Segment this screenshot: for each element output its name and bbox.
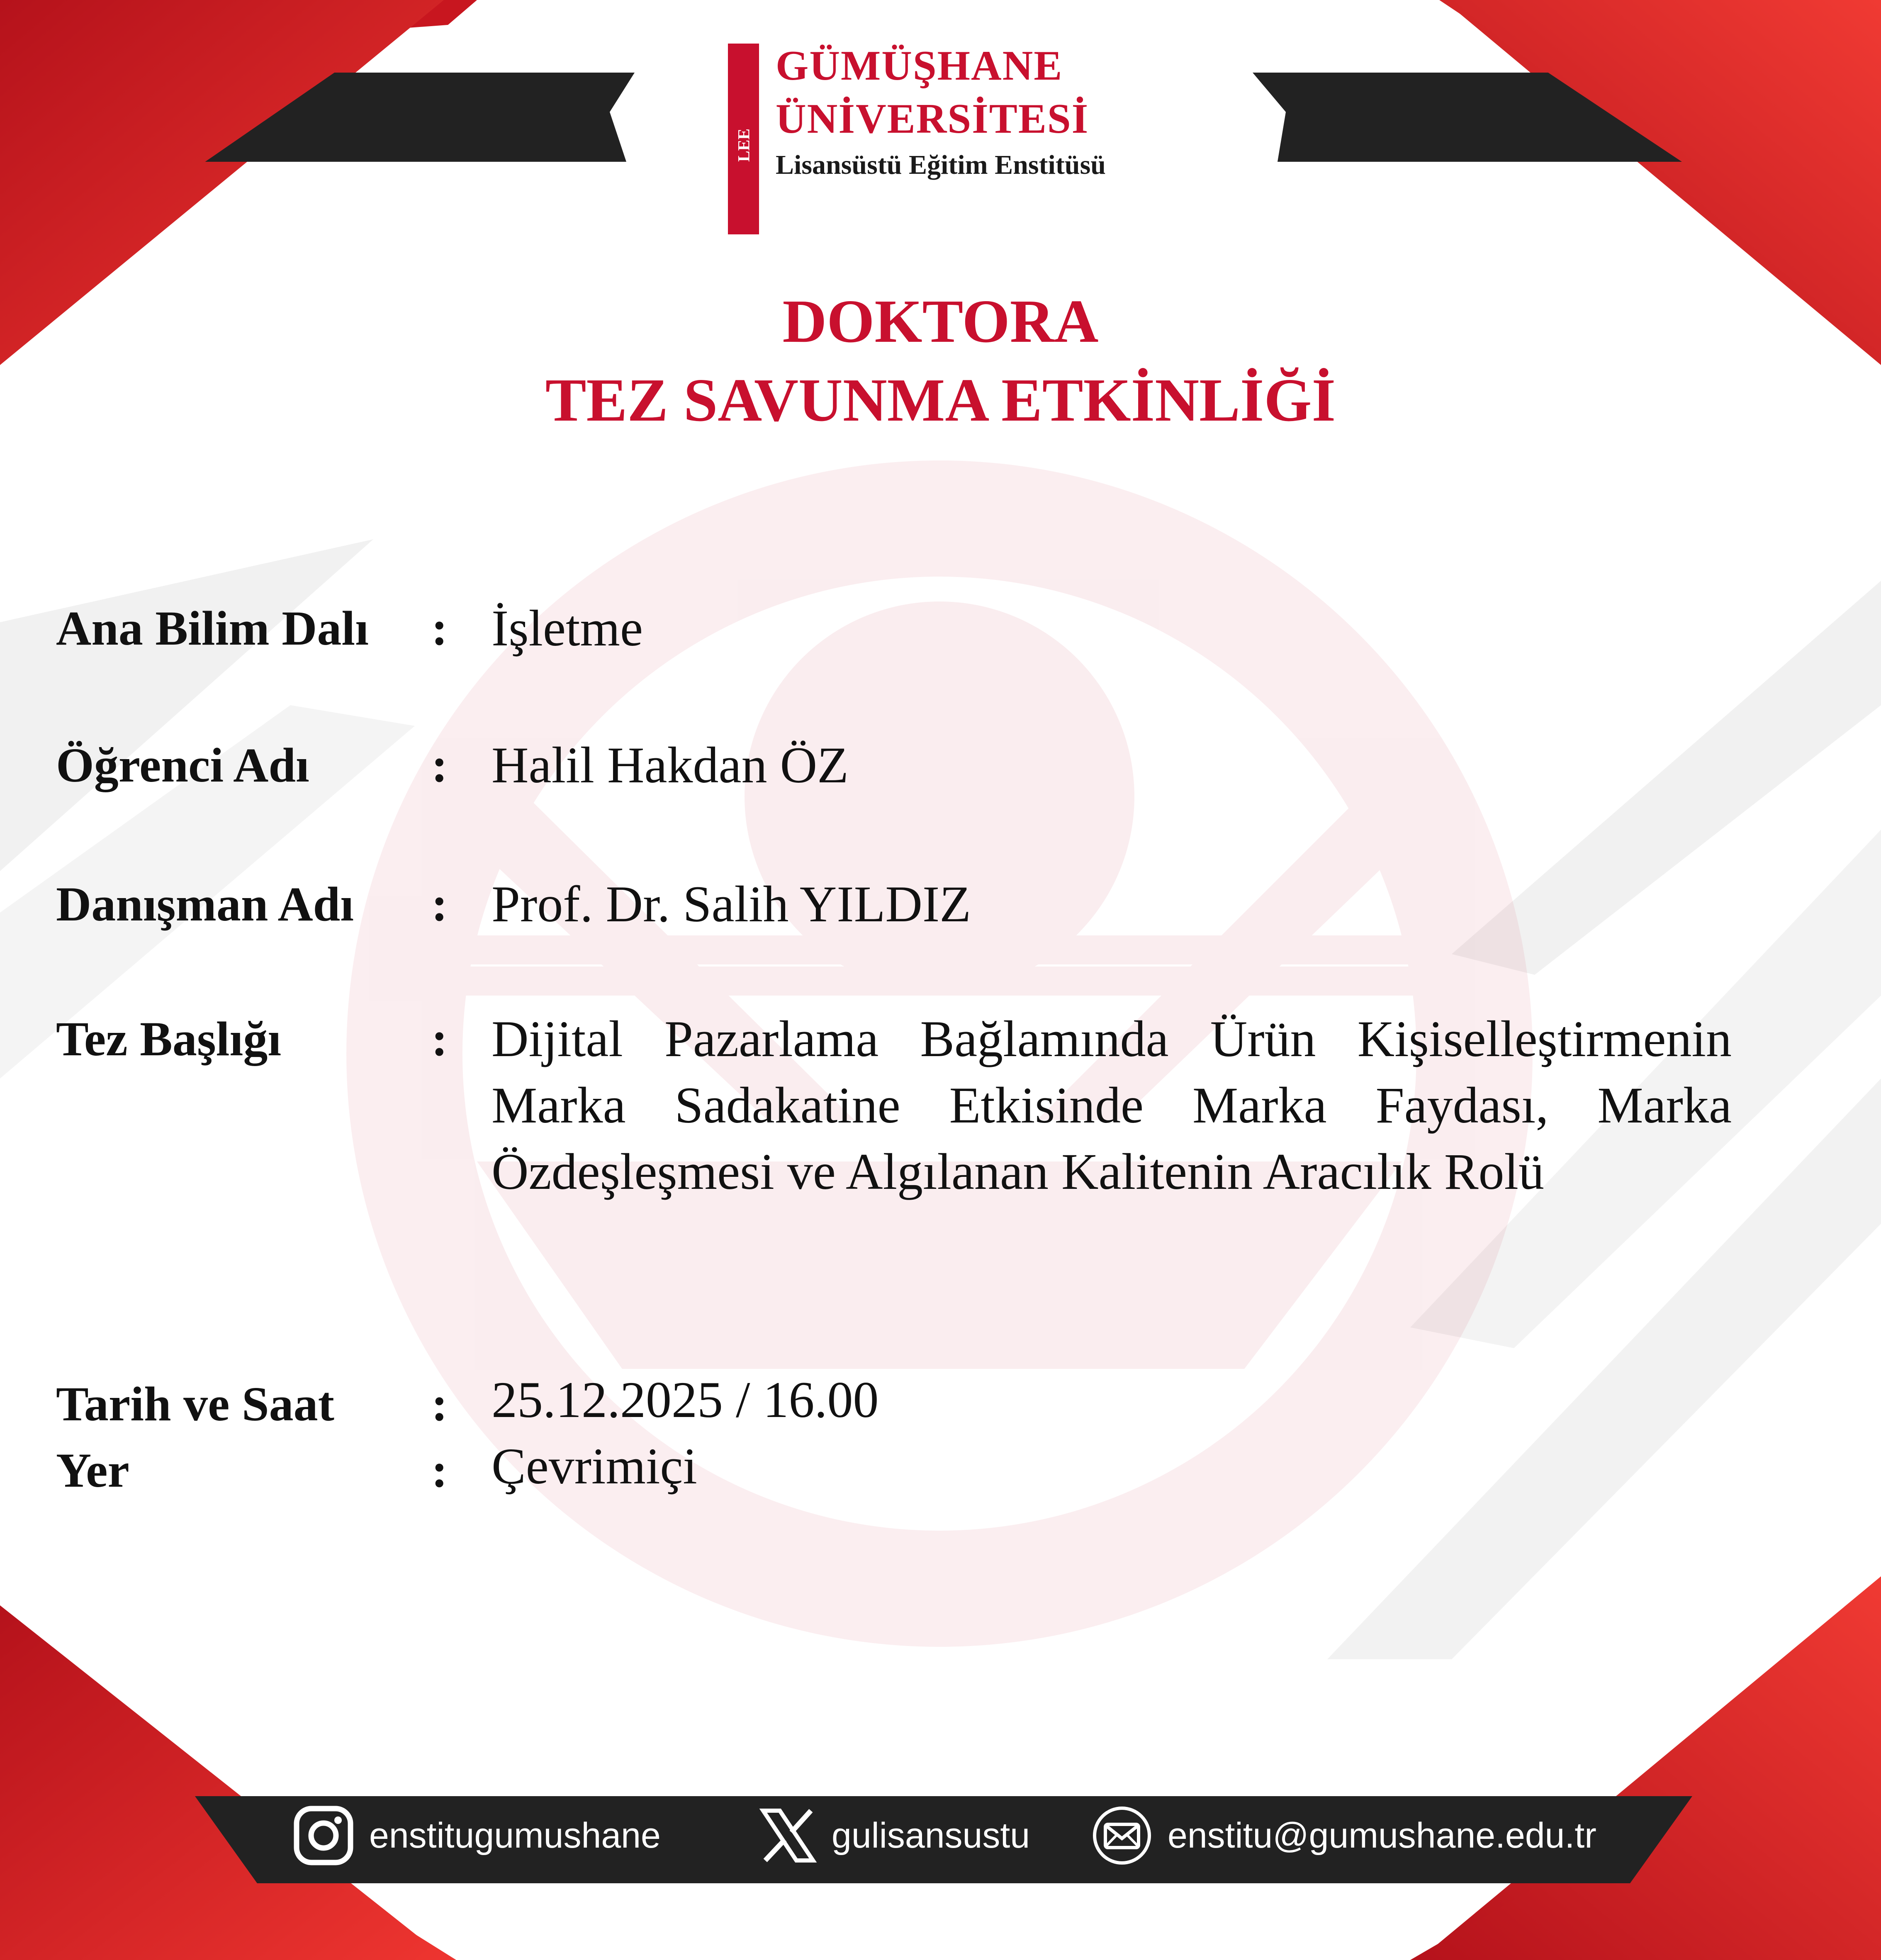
department-separator: : xyxy=(431,601,448,655)
logo-university-name-line1: GÜMÜŞHANE xyxy=(776,42,1063,89)
logo-badge: LEE xyxy=(734,128,753,162)
instagram-icon xyxy=(292,1804,355,1867)
instagram-handle[interactable]: enstitugumushane xyxy=(369,1815,661,1855)
x-logo-icon xyxy=(759,1807,817,1865)
thesis-label: Tez Başlığı xyxy=(56,1012,282,1066)
place-label: Yer xyxy=(56,1443,129,1497)
advisor-label: Danışman Adı xyxy=(56,877,354,931)
department-value: İşletme xyxy=(492,600,643,657)
footer-email[interactable] xyxy=(1091,1800,1596,1871)
datetime-separator: : xyxy=(431,1377,448,1431)
department-label: Ana Bilim Dalı xyxy=(56,601,369,655)
email-address[interactable]: enstitu@gumushane.edu.tr xyxy=(1168,1815,1596,1855)
student-value: Halil Hakdan ÖZ xyxy=(492,737,849,794)
logo-university-name-line2: ÜNİVERSİTESİ xyxy=(776,95,1089,142)
footer-instagram[interactable] xyxy=(292,1800,661,1871)
thesis-title-value: Dijital Pazarlama Bağlamında Ürün Kişiselleştirmenin Marka Sadakatine Etkisinde Marka Faydası, Marka Özdeşleşmesi ve Algılanan Kalitenin Aracılık Rolü xyxy=(492,1010,1732,1200)
x-handle[interactable]: gulisansustu xyxy=(832,1815,1030,1855)
datetime-value: 25.12.2025 / 16.00 xyxy=(492,1371,879,1428)
advisor-separator: : xyxy=(431,877,448,931)
page-title-line1: DOKTORA xyxy=(782,287,1099,355)
advisor-value: Prof. Dr. Salih YILDIZ xyxy=(492,876,971,933)
student-separator: : xyxy=(431,738,448,792)
place-separator: : xyxy=(431,1443,448,1497)
datetime-label: Tarih ve Saat xyxy=(56,1377,334,1431)
logo-institute-name: Lisansüstü Eğitim Enstitüsü xyxy=(776,150,1106,180)
footer-x[interactable] xyxy=(759,1800,1030,1871)
thesis-separator: : xyxy=(431,1012,448,1066)
mail-icon xyxy=(1091,1804,1153,1867)
page-title-line2: TEZ SAVUNMA ETKİNLİĞİ xyxy=(545,366,1336,434)
place-value: Çevrimiçi xyxy=(492,1438,697,1495)
student-label: Öğrenci Adı xyxy=(56,738,309,792)
